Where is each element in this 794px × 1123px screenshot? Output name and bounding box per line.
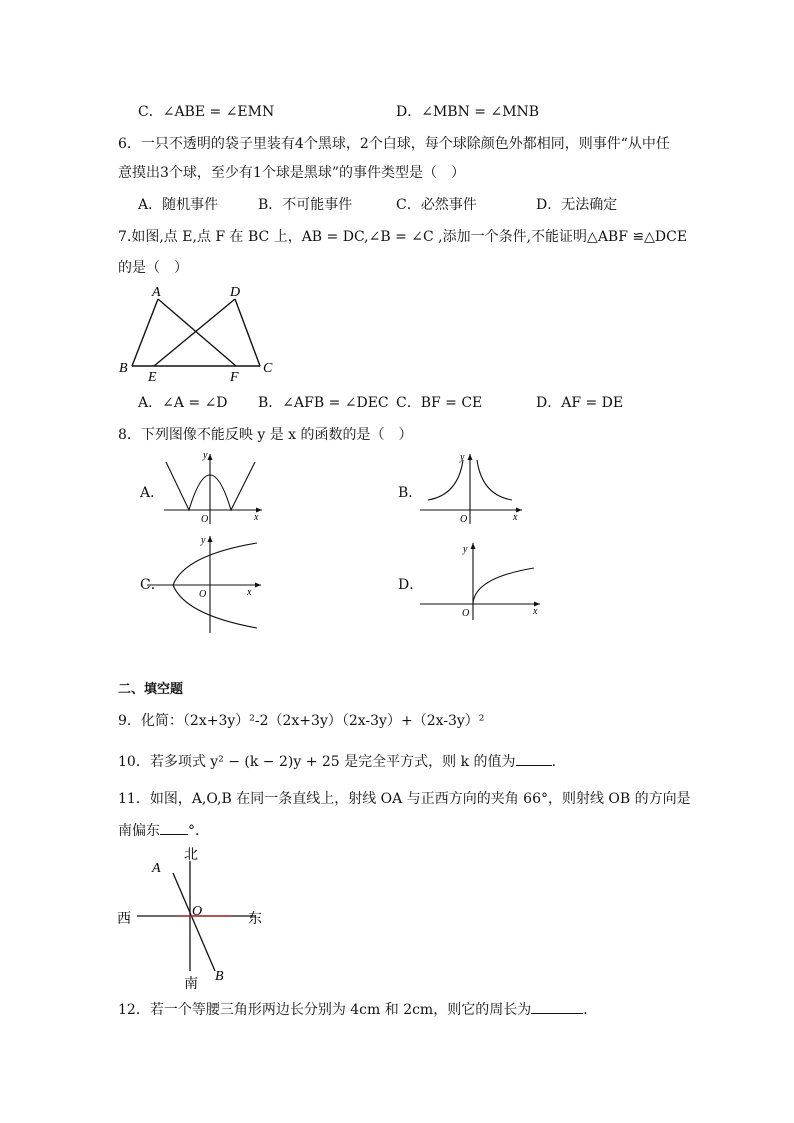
q7-label-f: F bbox=[230, 370, 239, 385]
q8-option-c-label: C． bbox=[140, 577, 165, 593]
q6-stem-line1: 6．一只不透明的袋子里装有4个黑球，2个白球，每个球除颜色外都相同，则事件“从中任 bbox=[118, 136, 670, 152]
q11-answer-blank[interactable] bbox=[160, 820, 188, 835]
svg-text:y: y bbox=[201, 535, 206, 546]
svg-text:O: O bbox=[199, 589, 207, 600]
q8-option-a-label: A． bbox=[140, 485, 165, 501]
q7-stem-line1: 7.如图,点 E,点 F 在 BC 上，AB = DC,∠B = ∠C ,添加一个条件,不能证明△ABF ≌△DCE bbox=[118, 229, 688, 245]
q11-label-south: 南 bbox=[184, 977, 198, 992]
q7-triangle-figure bbox=[115, 282, 285, 385]
q11-stem-line2: 南偏东 bbox=[118, 823, 160, 839]
q10-period: . bbox=[551, 754, 557, 770]
q10-answer-blank[interactable] bbox=[516, 751, 552, 766]
svg-text:x: x bbox=[533, 606, 538, 617]
q7-label-c: C bbox=[263, 361, 273, 376]
q7-label-e: E bbox=[148, 370, 157, 385]
q11-label-b: B bbox=[215, 969, 224, 984]
q7-label-b: B bbox=[119, 361, 128, 376]
q6-option-b: B．不可能事件 bbox=[258, 197, 353, 213]
q8-stem: 8．下列图像不能反映 y 是 x 的函数的是（ ） bbox=[118, 427, 413, 443]
q11-label-west: 西 bbox=[117, 912, 131, 927]
q8-option-b-label: B． bbox=[398, 485, 423, 501]
q7-option-b: B．∠AFB = ∠DEC bbox=[258, 395, 389, 411]
q12-period: ． bbox=[583, 1002, 598, 1018]
q11-label-north: 北 bbox=[184, 848, 198, 863]
q11-compass-figure bbox=[115, 843, 275, 993]
q6-option-d: D．无法确定 bbox=[536, 197, 618, 213]
svg-text:x: x bbox=[247, 587, 252, 598]
q6-option-a: A．随机事件 bbox=[138, 197, 219, 213]
q7-option-d: D．AF = DE bbox=[536, 395, 624, 411]
svg-text:y: y bbox=[460, 452, 465, 463]
q8-option-d-label: D． bbox=[398, 577, 424, 593]
q11-label-o: O bbox=[192, 904, 203, 919]
q8-graph-b bbox=[418, 450, 528, 525]
q12-answer-blank[interactable] bbox=[531, 999, 583, 1014]
svg-text:y: y bbox=[463, 544, 468, 555]
q7-label-a: A bbox=[152, 285, 161, 300]
q10-stem: 10．若多项式 y² − (k − 2)y + 25 是完全平方式，则 k 的值为 bbox=[118, 754, 516, 770]
q7-stem-line2: 的是（ ） bbox=[118, 260, 188, 276]
q10-line bbox=[118, 751, 556, 771]
q6-option-c: C．必然事件 bbox=[396, 197, 477, 213]
q5-option-c: C．∠ABE = ∠EMN bbox=[138, 104, 275, 120]
q7-option-a: A．∠A = ∠D bbox=[138, 395, 228, 411]
svg-text:x: x bbox=[513, 512, 518, 523]
q11-stem-line1: 11．如图，A,O,B 在同一条直线上，射线 OA 与正西方向的夹角 66°，则射线 OB 的方向是 bbox=[118, 791, 691, 807]
q11-degree-suffix: °． bbox=[188, 823, 209, 839]
section-title-fill-in: 二、填空题 bbox=[118, 682, 184, 697]
svg-text:y: y bbox=[203, 450, 208, 461]
q7-option-c: C．BF = CE bbox=[396, 395, 483, 411]
q11-label-a: A bbox=[152, 861, 161, 876]
q8-graph-a bbox=[160, 450, 270, 525]
q11-line2 bbox=[118, 820, 209, 840]
q7-label-d: D bbox=[230, 285, 241, 300]
svg-text:O: O bbox=[201, 514, 209, 525]
q9-text: 9．化简：（2x+3y）²-2（2x+3y）（2x-3y）+（2x-3y）² bbox=[118, 713, 485, 729]
q12-line bbox=[118, 999, 597, 1019]
q11-label-east: 东 bbox=[248, 912, 262, 927]
q12-stem: 12．若一个等腰三角形两边长分别为 4cm 和 2cm，则它的周长为 bbox=[118, 1002, 532, 1018]
svg-text:O: O bbox=[462, 608, 470, 619]
q8-graph-c bbox=[145, 533, 265, 638]
svg-text:O: O bbox=[460, 514, 468, 525]
svg-text:x: x bbox=[254, 512, 259, 523]
q5-option-d: D．∠MBN = ∠MNB bbox=[396, 104, 540, 120]
q8-graph-d bbox=[418, 540, 543, 622]
q6-stem-line2: 意摸出3个球，至少有1个球是黑球”的事件类型是（ ） bbox=[118, 165, 465, 181]
